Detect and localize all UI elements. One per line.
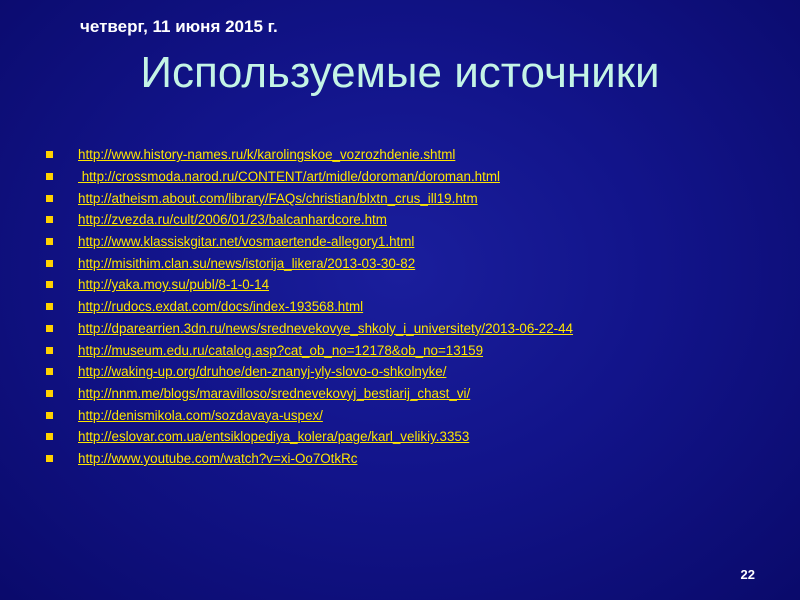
source-link[interactable]: http://www.youtube.com/watch?v=xi-Oo7OtkRc — [78, 450, 358, 466]
source-link[interactable]: http://crossmoda.narod.ru/CONTENT/art/midle/doroman/doroman.html — [78, 169, 500, 185]
source-link[interactable]: http://museum.edu.ru/catalog.asp?cat_ob_no=12178&ob_no=13159 — [78, 342, 484, 358]
square-bullet-icon — [46, 281, 53, 288]
square-bullet-icon — [46, 238, 53, 245]
source-link[interactable]: http://dparearrien.3dn.ru/news/srednevekovye_shkoly_i_universitety/2013-06-22-44 — [78, 320, 574, 336]
list-item — [46, 209, 786, 231]
source-link[interactable]: http://yaka.moy.su/publ/8-1-0-14 — [78, 277, 270, 293]
square-bullet-icon — [46, 433, 53, 440]
list-item — [46, 166, 786, 188]
slide-title: Используемые источники — [140, 48, 660, 97]
list-item — [46, 383, 786, 405]
list-item — [46, 404, 786, 426]
source-link[interactable]: http://zvezda.ru/cult/2006/01/23/balcanhardcore.htm — [78, 212, 387, 228]
list-item — [46, 187, 786, 209]
slide-date: четверг, 11 июня 2015 г. — [80, 17, 278, 36]
list-item — [46, 318, 786, 340]
source-link[interactable]: http://rudocs.exdat.com/docs/index-193568.html — [78, 299, 364, 315]
sources-list — [46, 144, 786, 469]
page-number: 22 — [740, 567, 755, 582]
source-link[interactable]: http://misithim.clan.su/news/istorija_likera/2013-03-30-82 — [78, 255, 416, 271]
source-link[interactable]: http://denismikola.com/sozdavaya-uspex/ — [78, 407, 323, 423]
list-item — [46, 231, 786, 253]
square-bullet-icon — [46, 173, 53, 180]
source-link[interactable]: http://www.history-names.ru/k/karolingskoe_vozrozhdenie.shtml — [78, 147, 456, 163]
list-item — [46, 252, 786, 274]
list-item — [46, 296, 786, 318]
square-bullet-icon — [46, 325, 53, 332]
list-item — [46, 274, 786, 296]
square-bullet-icon — [46, 195, 53, 202]
square-bullet-icon — [46, 303, 53, 310]
source-link[interactable]: http://www.klassiskgitar.net/vosmaertende-allegory1.html — [78, 234, 415, 250]
list-item — [46, 144, 786, 166]
square-bullet-icon — [46, 216, 53, 223]
square-bullet-icon — [46, 151, 53, 158]
square-bullet-icon — [46, 412, 53, 419]
list-item — [46, 426, 786, 448]
source-link[interactable]: http://eslovar.com.ua/entsiklopediya_kolera/page/karl_velikiy.3353 — [78, 429, 470, 445]
source-link[interactable]: http://atheism.about.com/library/FAQs/christian/blxtn_crus_ill19.htm — [78, 190, 478, 206]
list-item — [46, 448, 786, 470]
source-link[interactable]: http://nnm.me/blogs/maravilloso/srednevekovyj_bestiarij_chast_vi/ — [78, 385, 471, 401]
source-link[interactable]: http://waking-up.org/druhoe/den-znanyj-yly-slovo-o-shkolnyke/ — [78, 364, 447, 380]
list-item — [46, 361, 786, 383]
square-bullet-icon — [46, 390, 53, 397]
square-bullet-icon — [46, 455, 53, 462]
list-item — [46, 339, 786, 361]
square-bullet-icon — [46, 368, 53, 375]
square-bullet-icon — [46, 347, 53, 354]
square-bullet-icon — [46, 260, 53, 267]
